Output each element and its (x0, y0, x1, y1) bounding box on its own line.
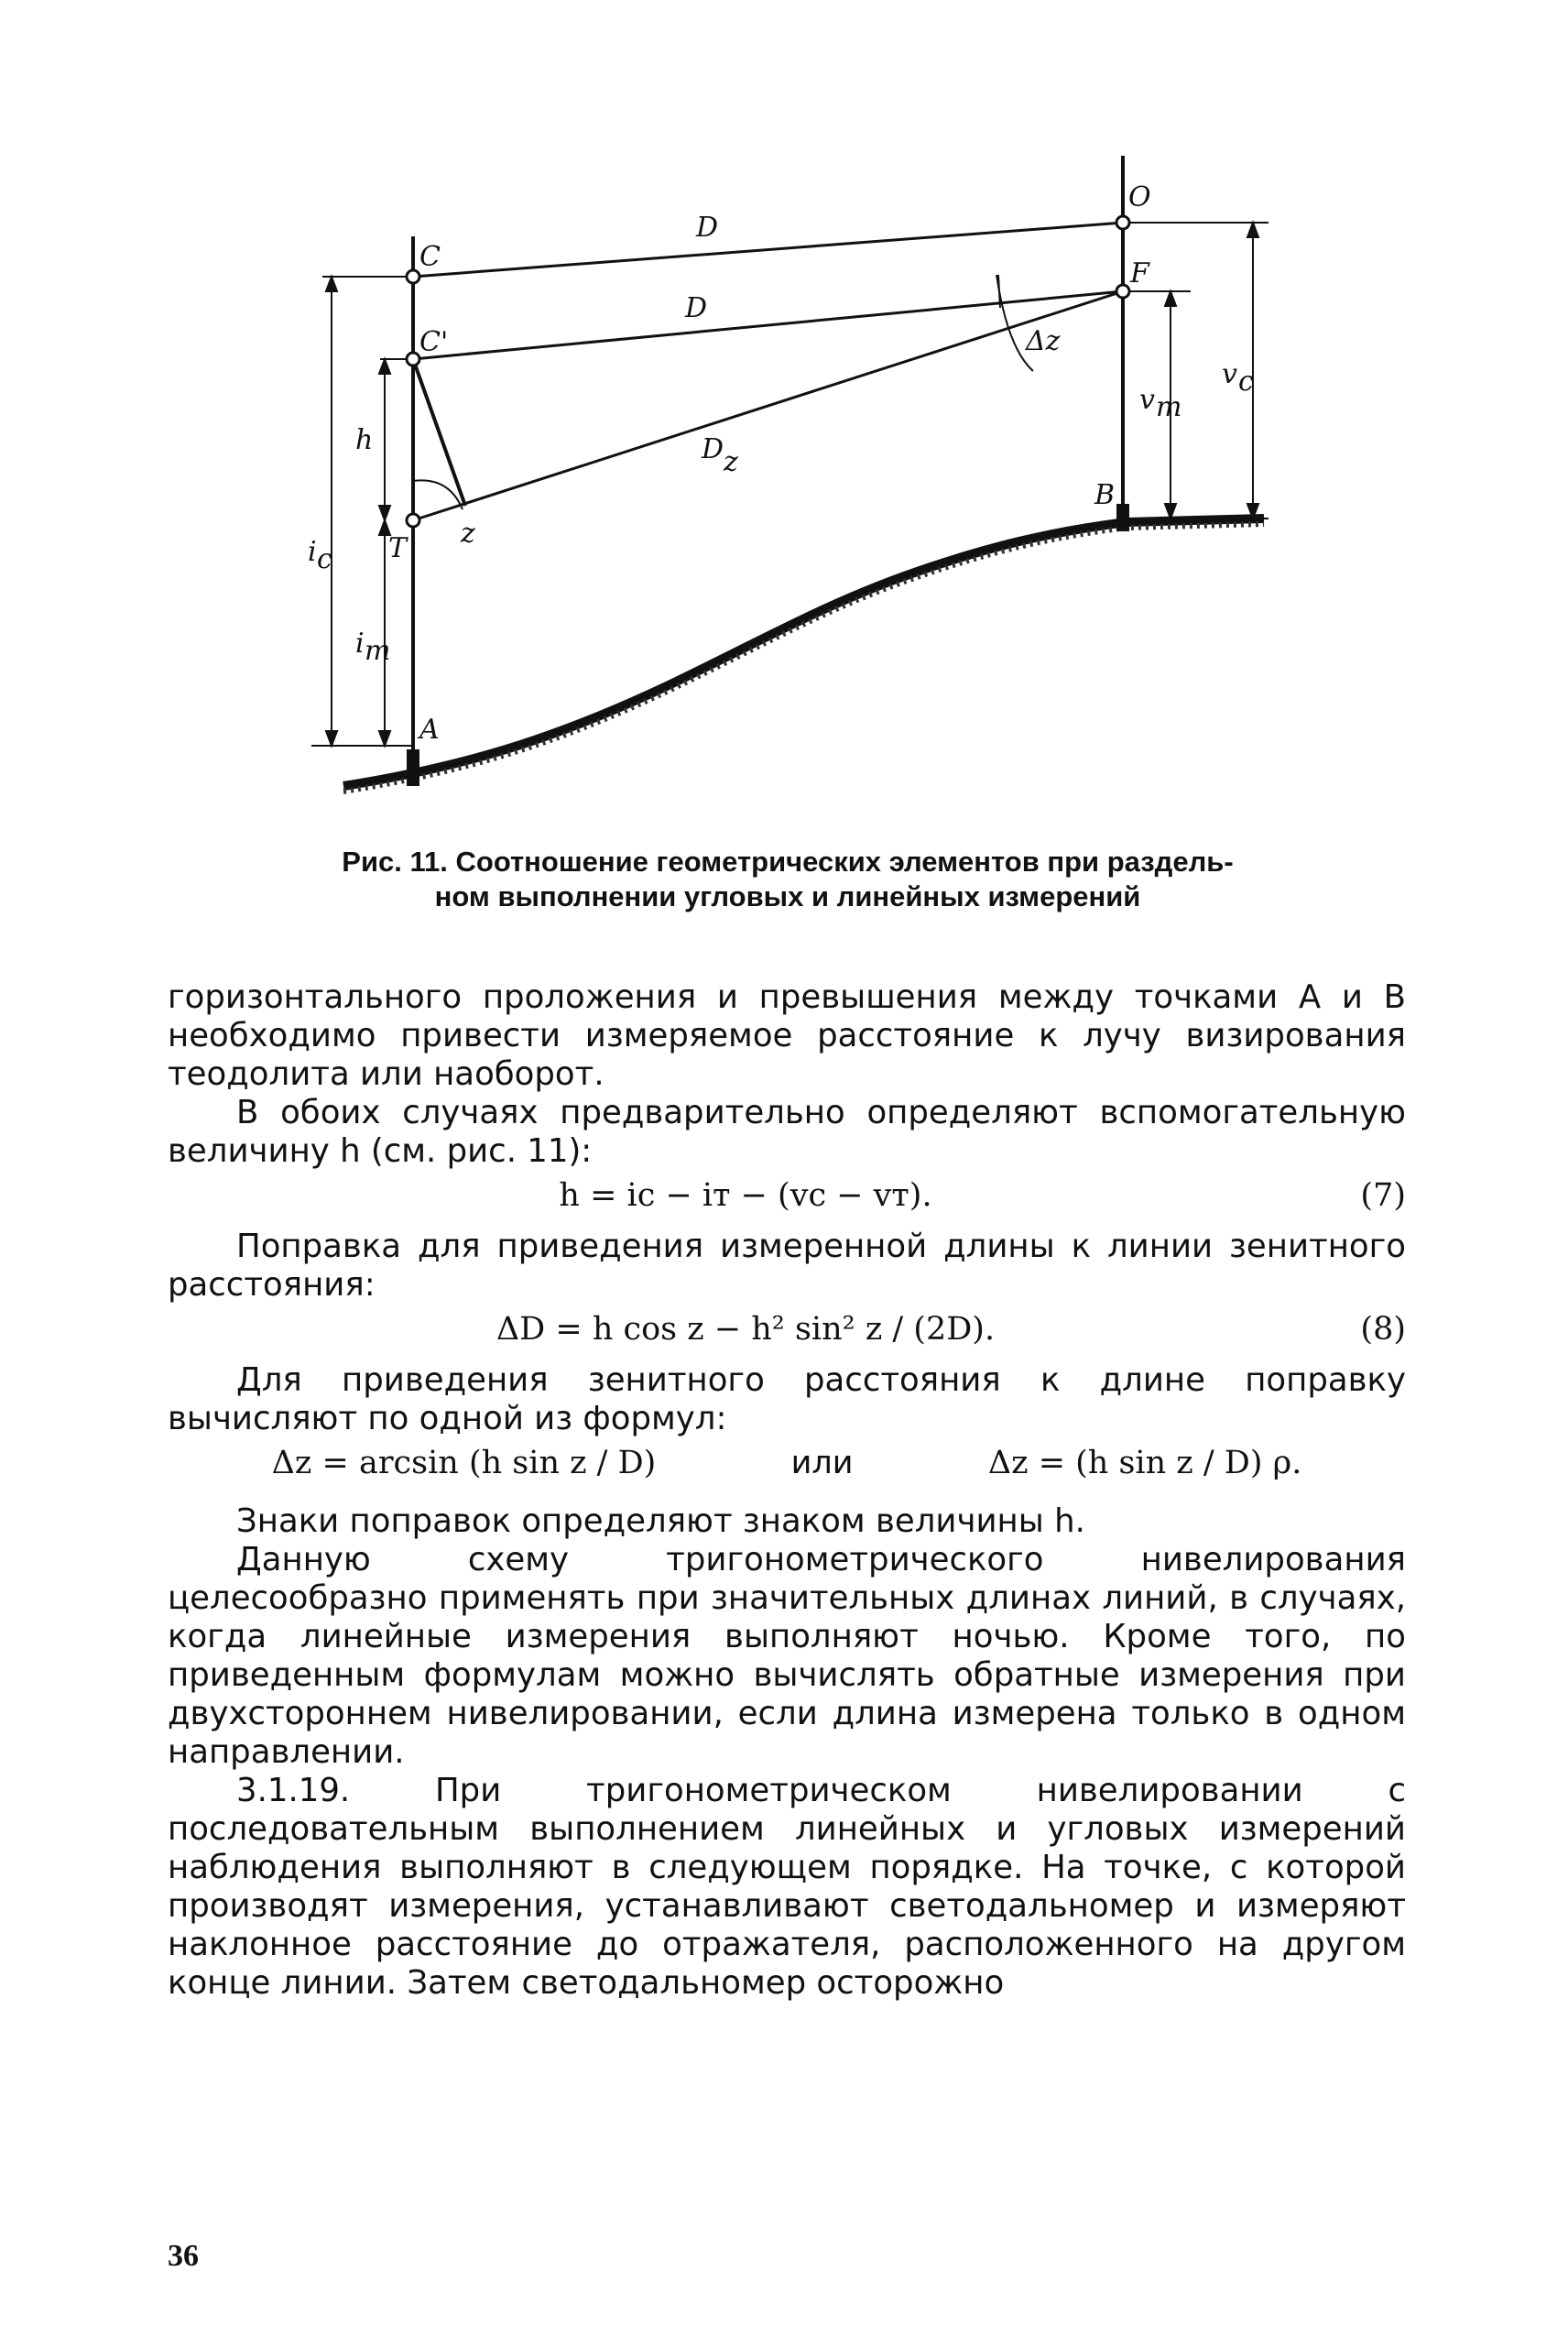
label-i-t-sub: т (365, 635, 391, 667)
paragraph-5: Знаки поправок определяют знаком величины h. (236, 1502, 1085, 1540)
dimension-h (379, 359, 390, 520)
angle-z-arc (413, 480, 463, 509)
figure-caption (302, 845, 1273, 914)
equation-8-row (168, 1310, 1406, 1349)
equation-pair (204, 1444, 1369, 1482)
line-D-top (413, 223, 1123, 277)
point-T (407, 514, 419, 527)
paragraph-7: 3.1.19. При тригонометрическом нивелировании с последовательным выполнением линейных и угловых измерений наблюдения выполняют в следующем порядке. На точке, с которой производят измерения, устанавливают светодальномер и измеряют наклонное расстояние до отражателя, расположенного на другом конце линии. Затем светодальномер осторожно (168, 1772, 1406, 2002)
caption-line-2: ном выполнении угловых и линейных измерений (434, 880, 1141, 912)
label-Dz-sub: z (724, 446, 738, 478)
equation-7-number: (7) (1360, 1177, 1406, 1214)
label-v-c-sub: c (1238, 366, 1254, 398)
label-v-c: v (1222, 358, 1237, 390)
label-i-c-sub: c (317, 543, 332, 575)
point-O (1116, 216, 1129, 229)
label-D-mid: D (685, 292, 708, 324)
benchmark-A (407, 749, 419, 786)
label-delta-z: Δz (1026, 325, 1061, 357)
label-T: T (388, 532, 408, 564)
label-Dz: D (702, 433, 724, 465)
label-D-top: D (696, 212, 719, 244)
label-i-t: i (355, 628, 365, 660)
page-number: 36 (168, 2239, 199, 2273)
dimension-i-c (326, 277, 337, 746)
equation-8: ΔD = h cos z − h² sin² z / (2D). (495, 1311, 996, 1348)
point-C (407, 270, 419, 283)
body-text (168, 978, 1406, 2003)
paragraph-3: Поправка для приведения измеренной длины к линии зенитного расстояния: (168, 1228, 1406, 1304)
paragraph-6: Данную схему тригонометрического нивелирования целесообразно применять при значительных длинах линий, в случаях, когда линейные измерения выполняют ночью. Кроме того, по приведенным формулам можно вычислять обратные измерения при двухстороннем нивелировании, если длина измерена только в одном направлении. (168, 1541, 1406, 1771)
paragraph-4: Для приведения зенитного расстояния к длине поправку вычисляют по одной из формул: (168, 1361, 1406, 1437)
label-C: C (419, 241, 441, 273)
label-Cprime: C' (419, 326, 449, 358)
equation-7: h = iс − iт − (vс − vт). (559, 1177, 932, 1214)
equation-arcsin: Δz = arcsin (h sin z / D) (271, 1445, 657, 1481)
ground-hatching (343, 524, 1264, 792)
equation-8-number: (8) (1360, 1311, 1406, 1348)
ground-profile (343, 519, 1264, 786)
label-i-c: i (308, 536, 317, 568)
equation-7-row (168, 1176, 1406, 1215)
label-v-t-sub: т (1156, 391, 1182, 423)
paragraph-2: В обоих случаях предварительно определяют вспомогательную величину h (см. рис. 11): (168, 1094, 1406, 1170)
caption-line-1: Рис. 11. Соотношение геометрических элементов при раздель- (342, 846, 1234, 878)
equation-or: или (790, 1445, 854, 1481)
label-F: F (1130, 257, 1149, 289)
label-O: O (1128, 181, 1151, 213)
point-Cprime (407, 353, 419, 366)
figure-11-diagram (0, 0, 1568, 879)
label-h: h (355, 424, 374, 456)
label-B: B (1094, 479, 1116, 511)
label-A: A (419, 714, 440, 746)
point-F (1116, 285, 1129, 298)
equation-rho: Δz = (h sin z / D) ρ. (987, 1445, 1302, 1481)
label-z: z (461, 518, 475, 550)
paragraph-1: горизонтального проложения и превышения между точками A и B необходимо привести измеряемое расстояние к лучу визирования теодолита или наоборот. (168, 978, 1406, 1093)
label-v-t: v (1139, 384, 1155, 416)
